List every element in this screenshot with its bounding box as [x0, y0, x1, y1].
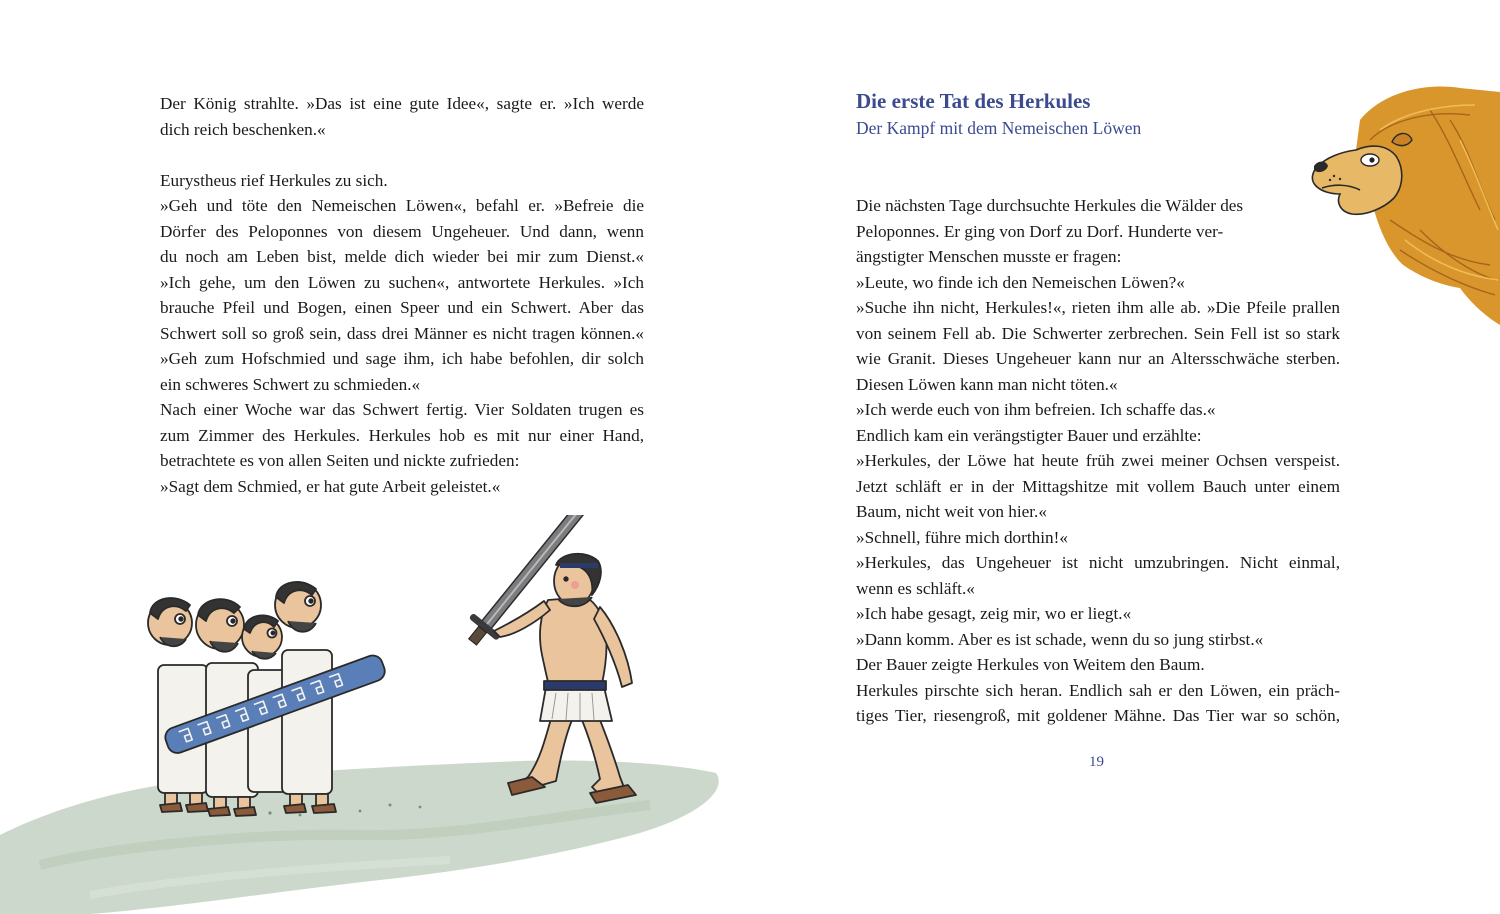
text-line: Die nächsten Tage durchsuchte Herkules die Wälder des [856, 196, 1244, 215]
lion-head-illustration [1300, 80, 1500, 325]
chapter-title: Die erste Tat des Herkules [856, 89, 1091, 113]
text-line: Jetzt schläft er in der Mittagshitze mit vollem Bauch unter einem [856, 476, 1340, 496]
text-line: betrachtete es von allen Seiten und nickte zufrieden: [160, 451, 520, 470]
text-line: zum Zimmer des Herkules. Herkules hob es mit nur einer Hand, [160, 425, 644, 445]
text-line: »Ich gehe, um den Löwen zu suchen«, antwortete Herkules. »Ich [160, 272, 644, 292]
chapter-subtitle: Der Kampf mit dem Nemeischen Löwen [856, 118, 1142, 138]
text-line: Baum, nicht weit von hier.« [856, 502, 1047, 521]
text-line: »Herkules, der Löwe hat heute früh zwei meiner Ochsen verspeist. [856, 451, 1340, 470]
text-line: Dörfer des Peloponnes von diesem Ungeheuer. Und dann, wenn [160, 221, 644, 241]
text-line: wenn es schläft.« [856, 578, 975, 598]
text-line: wie Granit. Dieses Ungeheuer kann nur an Altersschwäche sterben. [856, 349, 1340, 368]
text-line: tiges Tier, riesengroß, mit goldener Mähne. Das Tier war so schön, [856, 706, 1340, 725]
right-page-text [856, 193, 1340, 729]
text-line: von seinem Fell ab. Die Schwerter zerbrechen. Sein Fell ist so stark [856, 323, 1340, 343]
text-line: »Ich werde euch von ihm befreien. Ich schaffe das.« [856, 400, 1216, 419]
page-number: 19 [1089, 754, 1104, 770]
hero-lifting-sword-illustration [0, 515, 740, 914]
text-line: Nach einer Woche war das Schwert fertig. Vier Soldaten trugen es [160, 400, 644, 419]
text-line: Schwert soll so groß sein, dass drei Männer es nicht tragen können.« [160, 323, 644, 343]
text-line: Eurystheus rief Herkules zu sich. [160, 170, 388, 190]
text-line: Diesen Löwen kann man nicht töten.« [856, 374, 1118, 394]
text-line: du noch am Leben bist, melde dich wieder bei mir zum Dienst.« [160, 247, 644, 266]
text-line: Endlich kam ein verängstigter Bauer und erzählte: [856, 425, 1202, 445]
text-line: »Sagt dem Schmied, er hat gute Arbeit geleistet.« [160, 476, 501, 496]
text-line: brauche Pfeil und Bogen, einen Speer und ein Schwert. Aber das [160, 298, 644, 317]
text-line: Der Bauer zeigte Herkules von Weitem den Baum. [856, 655, 1205, 674]
text-line: ängstigter Menschen musste er fragen: [856, 247, 1122, 266]
text-line: »Leute, wo finde ich den Nemeischen Löwen?« [856, 272, 1185, 292]
text-line: Peloponnes. Er ging von Dorf zu Dorf. Hunderte ver- [856, 221, 1224, 241]
text-line: »Schnell, führe mich dorthin!« [856, 527, 1068, 547]
text-line: Der König strahlte. »Das ist eine gute Idee«, sagte er. »Ich werde [160, 94, 644, 113]
text-line: »Dann komm. Aber es ist schade, wenn du so jung stirbst.« [856, 629, 1264, 649]
text-line: »Suche ihn nicht, Herkules!«, rieten ihm alle ab. »Die Pfeile prallen [856, 298, 1340, 317]
text-line: »Geh und töte den Nemeischen Löwen«, befahl er. »Befreie die [160, 196, 644, 215]
text-line: »Herkules, das Ungeheuer ist nicht umzubringen. Nicht einmal, [856, 553, 1340, 572]
left-page-text [160, 91, 644, 499]
paragraph-gap [160, 142, 644, 168]
text-line: dich reich beschenken.« [160, 119, 326, 139]
text-line: Herkules pirschte sich heran. Endlich sah er den Löwen, ein präch- [856, 680, 1340, 700]
text-line: ein schweres Schwert zu schmieden.« [160, 374, 421, 394]
text-line: »Geh zum Hofschmied und sage ihm, ich habe befohlen, dir solch [160, 349, 644, 368]
text-line: »Ich habe gesagt, zeig mir, wo er liegt.« [856, 604, 1132, 623]
